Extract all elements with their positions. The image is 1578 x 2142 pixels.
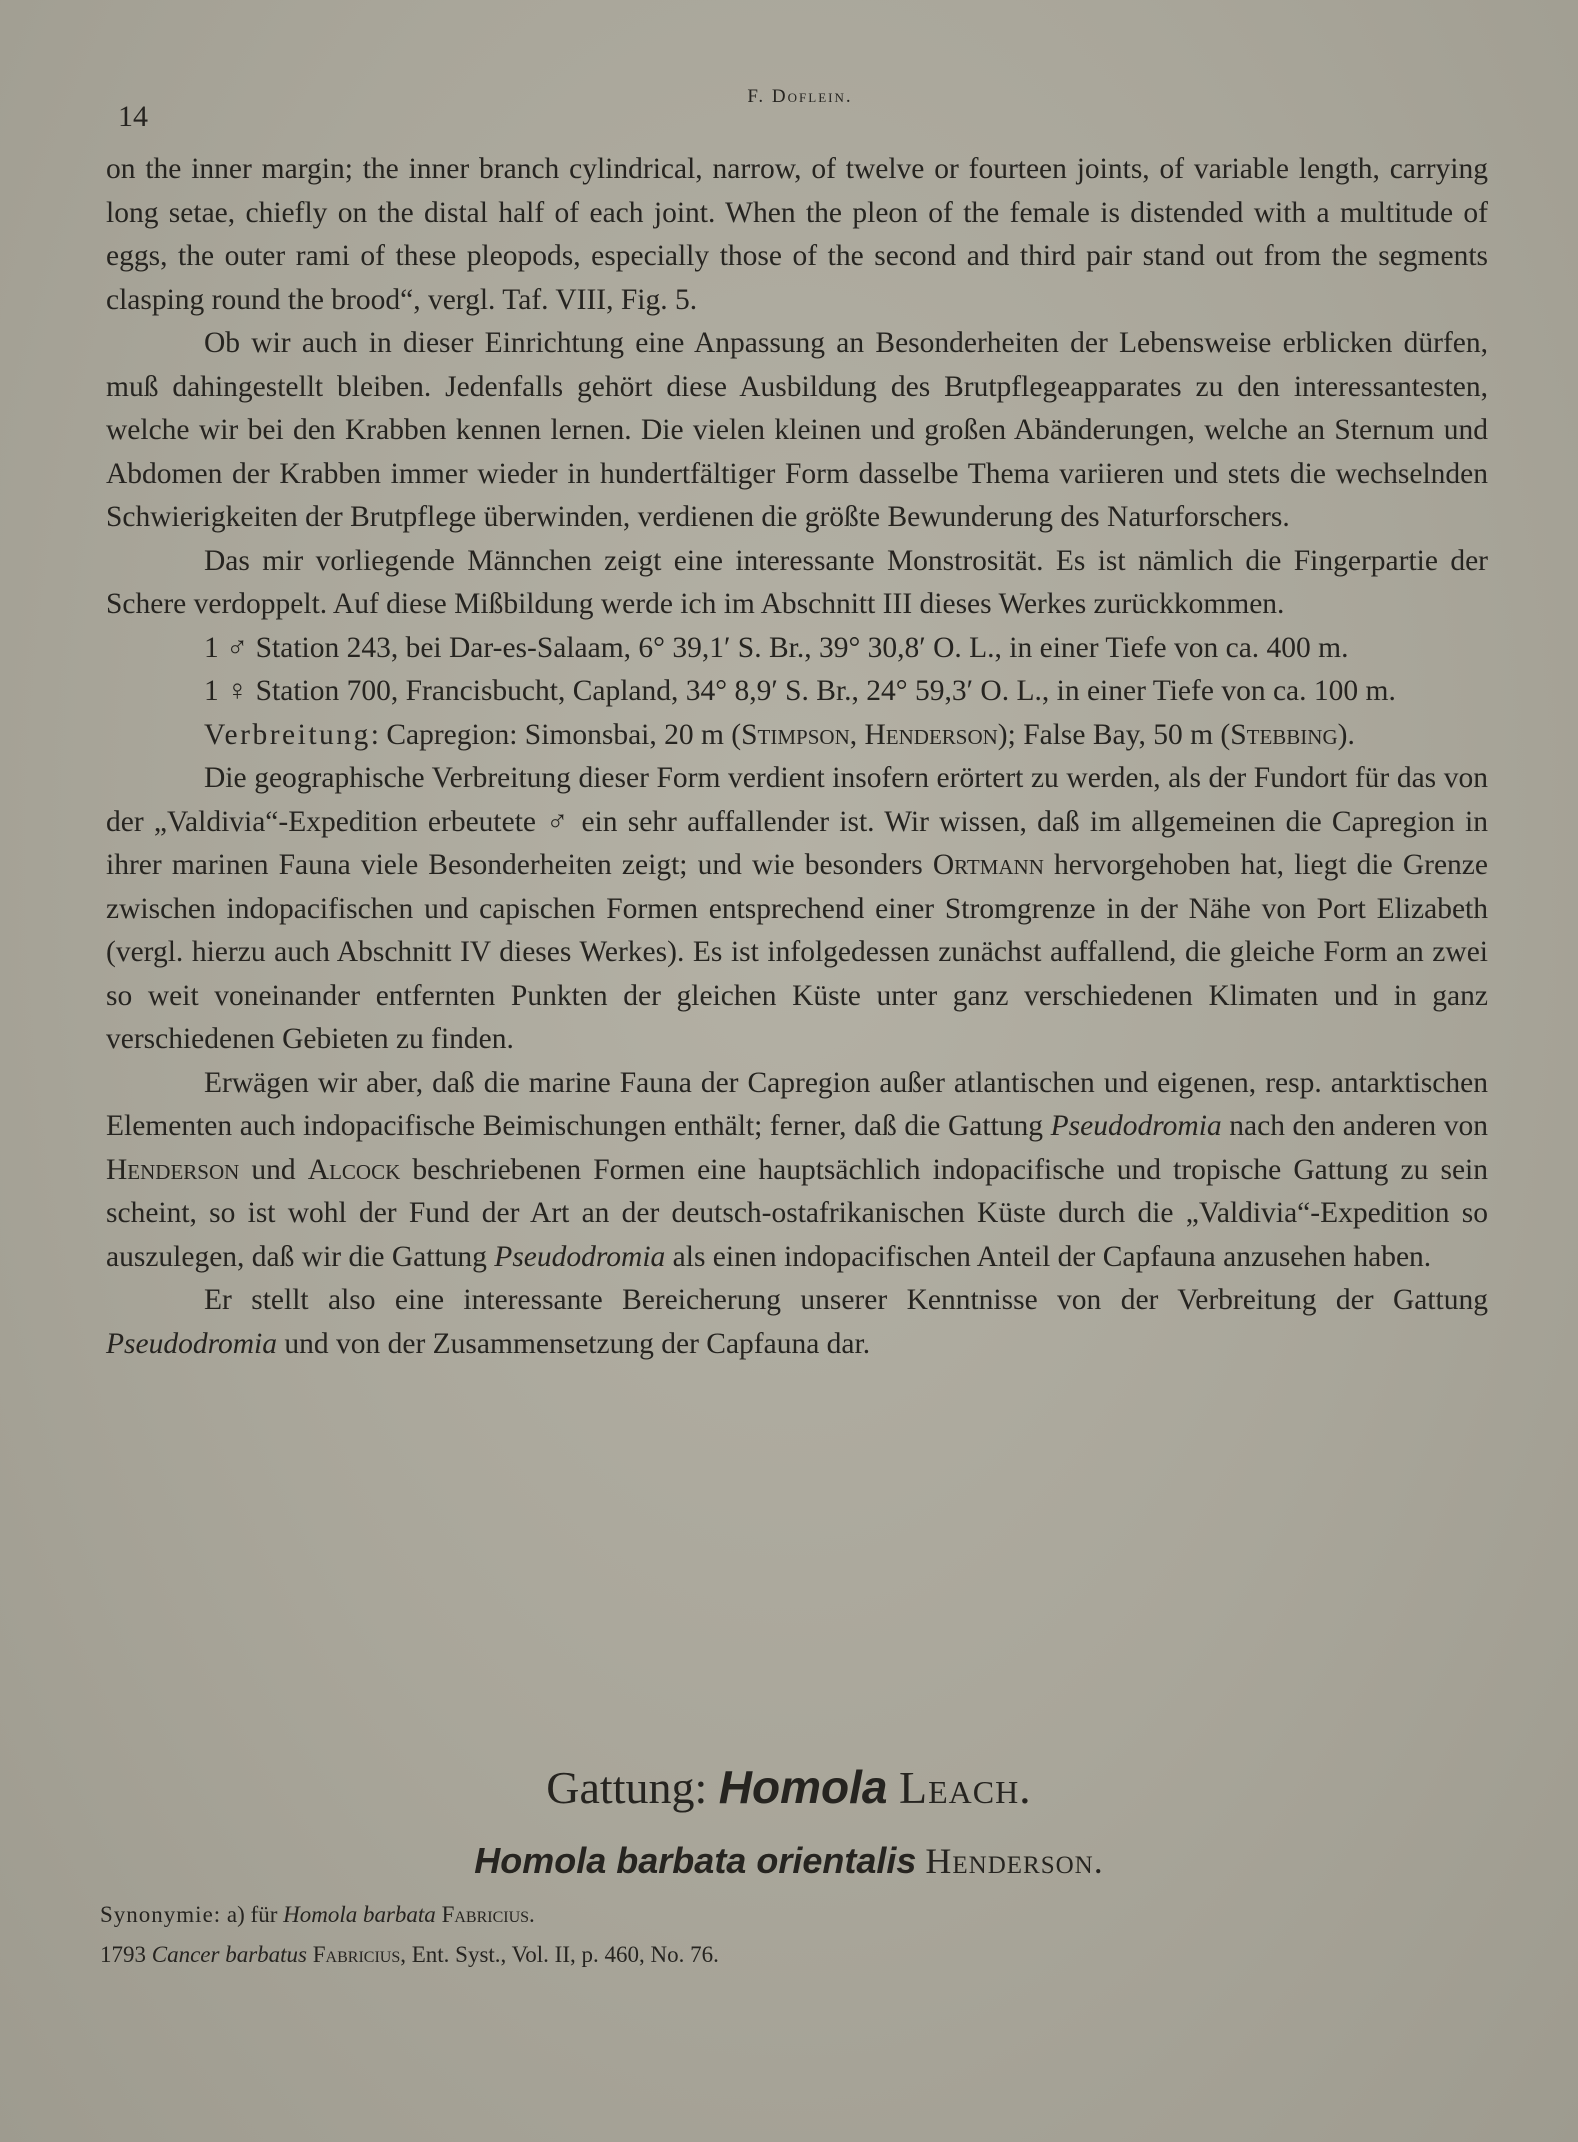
synonymy-line-2: [100, 1935, 1300, 1975]
species-heading: [0, 1840, 1578, 1882]
synonymy-block: [100, 1895, 1300, 1975]
author-ortmann: Ortmann: [932, 849, 1044, 881]
conclusion-text-2: und von der Zusammensetzung der Capfauna dar.: [276, 1327, 871, 1360]
synonymy-reference: , Ent. Syst., Vol. II, p. 460, No. 76.: [400, 1942, 719, 1967]
genus-heading-prefix: Gattung:: [546, 1762, 719, 1813]
synonymy-year: 1793: [100, 1942, 146, 1967]
body-text: [106, 148, 1488, 1366]
synonymy-author-2: Fabricius: [312, 1942, 401, 1967]
paragraph-conclusion: [106, 1279, 1488, 1366]
genus-heading-name: Homola: [718, 1761, 888, 1813]
author-henderson: Henderson: [864, 718, 998, 751]
genus-pseudodromia: Pseudodromia: [1050, 1110, 1222, 1142]
geography-text-2: hervorgehoben hat, liegt die Grenze zwischen indopacifischen und capischen Formen entsprechend einer Stromgrenze in der Nähe von Port Elizabeth (vergl. hierzu auch Abschnitt IV dieses Werkes). Es ist infolgedessen zunächst auffallend, die gleiche Form an zwei so weit voneinander entfernten Punkten der gleichen Küste unter ganz verschiedenen Klimaten und in ganz verschiedenen Gebieten zu finden.: [106, 849, 1488, 1055]
paragraph-geography: [106, 757, 1488, 1062]
distribution-text: : Capregion: Simonsbai, 20 m (: [370, 718, 742, 751]
consideration-text-4: beschriebenen Formen eine hauptsächlich indopacifische und tropische Gattung zu sein scheint, so ist wohl der Fund der Art an der deutsch-ostafrikanischen Küste durch die „Valdivia“-Expedition so auszulegen, daß wir die Gattung: [106, 1153, 1489, 1273]
paragraph-station-700: 1 ♀ Station 700, Francisbucht, Capland, 34° 8,9′ S. Br., 24° 59,3′ O. L., in einer Tiefe von ca. 100 m.: [204, 675, 1396, 707]
author-stimpson: Stimpson: [741, 718, 850, 751]
geography-text: Die geographische Verbreitung dieser Form verdient insofern erörtert zu werden, als der Fundort für das von der „Valdivia“-Expedition erbeutete ♂ ein sehr auffallender ist. Wir wissen, daß im allgemeinen die Capregion in ihrer marinen Fauna viele Besonderheiten zeigt; und wie besonders: [106, 762, 1488, 881]
page-number: 14: [118, 100, 148, 133]
genus-heading-author: Leach.: [898, 1762, 1032, 1813]
synonymy-author: Fabricius.: [441, 1902, 535, 1927]
species-heading-name: Homola barbata orientalis: [474, 1840, 917, 1881]
synonymy-species: Homola barbata: [283, 1902, 436, 1927]
consideration-text: Erwägen wir aber, daß die marine Fauna der Capregion außer atlantischen und eigenen, resp. antarktischen Elementen auch indopacifische Beimischungen enthält; ferner, daß die Gattung: [106, 1066, 1488, 1142]
conclusion-text: Er stellt also eine interessante Bereicherung unserer Kenntnisse von der Verbreitung der Gattung: [204, 1284, 1488, 1316]
paragraph-continuation: on the inner margin; the inner branch cylindrical, narrow, of twelve or fourteen joints, of variable length, carrying long setae, chiefly on the distal half of each joint. When the pleon of the female is distended with a multitude of eggs, the outer rami of these pleopods, especially those of the second and third pair stand out from the segments clasping round the brood“, vergl. Taf. VIII, Fig. 5.: [106, 153, 1488, 316]
paragraph-station-243: 1 ♂ Station 243, bei Dar-es-Salaam, 6° 39,1′ S. Br., 39° 30,8′ O. L., in einer Tiefe von ca. 400 m.: [204, 631, 1349, 664]
species-heading-author: Henderson.: [925, 1841, 1104, 1881]
consideration-text-5: als einen indopacifischen Anteil der Capfauna anzusehen haben.: [665, 1240, 1432, 1273]
consideration-text-2: nach den anderen von: [1221, 1110, 1488, 1142]
author-stebbing: Stebbing: [1230, 718, 1338, 751]
distribution-separator: ,: [849, 718, 865, 751]
genus-heading: [0, 1760, 1578, 1814]
running-head: F. Doflein.: [747, 86, 853, 107]
genus-pseudodromia: Pseudodromia: [106, 1327, 277, 1360]
paragraph-adaptation: Ob wir auch in dieser Einrichtung eine Anpassung an Besonderheiten der Lebensweise erblicken dürfen, muß dahingestellt bleiben. Jedenfalls gehört diese Ausbildung des Brutpflegeapparates zu den interessantesten, welche wir bei den Krabben kennen lernen. Die vielen kleinen und großen Abänderungen, welche an Sternum und Abdomen der Krabben immer wieder in hundertfältiger Form dasselbe Thema variieren und stets die wechselnden Schwierigkeiten der Brutpflege überwinden, verdienen die größte Bewunderung des Naturforschers.: [106, 327, 1488, 533]
synonymy-label: Synonymie:: [100, 1902, 222, 1927]
genus-pseudodromia: Pseudodromia: [494, 1240, 666, 1273]
distribution-text-3: ).: [1337, 718, 1355, 751]
author-alcock: Alcock: [307, 1153, 401, 1186]
synonymy-line-1: [100, 1895, 1300, 1935]
paragraph-distribution: [106, 714, 1488, 758]
distribution-label: Verbreitung: [204, 718, 371, 751]
synonymy-species-2: Cancer barbatus: [151, 1942, 307, 1967]
page-header: [110, 86, 1490, 133]
consideration-text-3: und: [239, 1153, 308, 1186]
paragraph-monstrosity: Das mir vorliegende Männchen zeigt eine interessante Monstrosität. Es ist nämlich die Fingerpartie der Schere verdoppelt. Auf diese Mißbildung werde ich im Abschnitt III dieses Werkes zurückkommen.: [106, 544, 1488, 620]
distribution-text-2: ); False Bay, 50 m (: [997, 718, 1231, 751]
author-henderson: Henderson: [106, 1153, 240, 1186]
paragraph-consideration: [106, 1062, 1488, 1280]
synonymy-line-1-text: a) für: [221, 1902, 284, 1927]
